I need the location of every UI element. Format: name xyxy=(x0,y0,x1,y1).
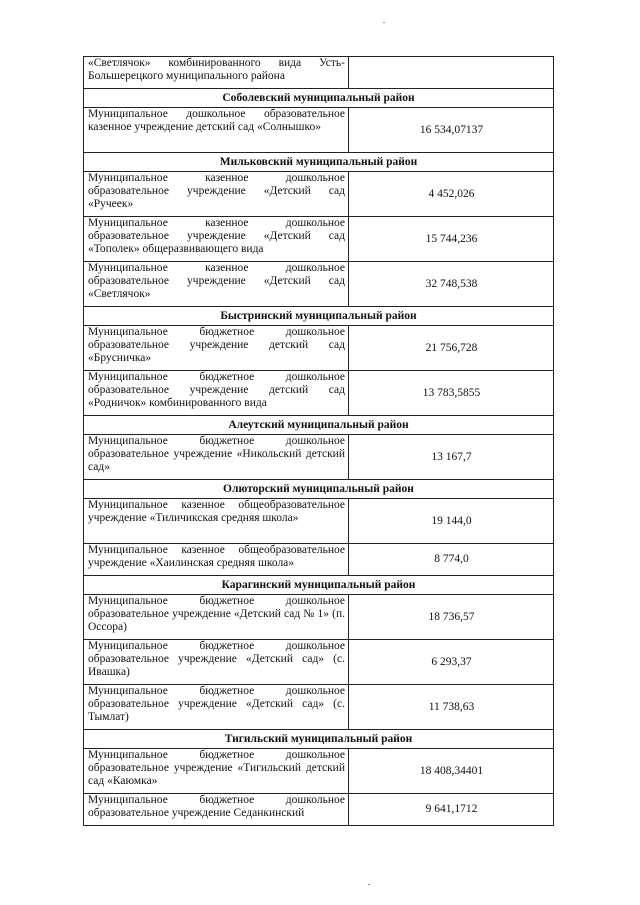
institution-name: Муниципальное казенное дошкольное образовательное учреждение «Детский сад «Тополек» общеразвивающего вида xyxy=(84,217,349,262)
district-header-row xyxy=(84,730,554,749)
amount-value: 18 736,57 xyxy=(349,595,554,640)
district-header-row xyxy=(84,153,554,172)
table-body xyxy=(84,57,554,826)
amount-value: 16 534,07137 xyxy=(349,108,554,153)
scan-speck xyxy=(383,22,385,23)
district-header-row xyxy=(84,416,554,435)
institution-name: «Светлячок» комбинированного вида Усть-Большерецкого муниципального района xyxy=(84,57,349,89)
table-row xyxy=(84,326,554,371)
table-row xyxy=(84,544,554,576)
district-name: Олюторский муниципальный район xyxy=(84,480,554,499)
table-row xyxy=(84,749,554,794)
amount-value: 15 744,236 xyxy=(349,217,554,262)
institution-name: Муниципальное бюджетное дошкольное образовательное учреждение детский сад «Родничок» комбинированного вида xyxy=(84,371,349,416)
district-name: Алеутский муниципальный район xyxy=(84,416,554,435)
amount-value: 13 167,7 xyxy=(349,435,554,480)
amount-value: 4 452,026 xyxy=(349,172,554,217)
amount-value: 13 783,5855 xyxy=(349,371,554,416)
district-header-row xyxy=(84,480,554,499)
institution-name: Муниципальное бюджетное дошкольное образовательное учреждение Седанкинский xyxy=(84,794,349,826)
institution-name: Муниципальное бюджетное дошкольное образовательное учреждение «Детский сад» (с. Ивашка) xyxy=(84,640,349,685)
district-header-row xyxy=(84,307,554,326)
amount-value: 11 738,63 xyxy=(349,685,554,730)
institution-name: Муниципальное бюджетное дошкольное образовательное учреждение детский сад «Брусничка» xyxy=(84,326,349,371)
table-row xyxy=(84,262,554,307)
amount-value: 18 408,34401 xyxy=(349,749,554,794)
district-name: Соболевский муниципальный район xyxy=(84,89,554,108)
table-row xyxy=(84,57,554,89)
scan-speck xyxy=(368,884,370,885)
table-row xyxy=(84,685,554,730)
table-row xyxy=(84,172,554,217)
district-name: Мильковский муниципальный район xyxy=(84,153,554,172)
amount-value: 21 756,728 xyxy=(349,326,554,371)
amount-value: 32 748,538 xyxy=(349,262,554,307)
institution-name: Муниципальное бюджетное дошкольное образовательное учреждение «Тигильский детский сад «Каюмка» xyxy=(84,749,349,794)
table-row xyxy=(84,595,554,640)
amount-value: 19 144,0 xyxy=(349,499,554,544)
table-row xyxy=(84,794,554,826)
institution-name: Муниципальное дошкольное образовательное казенное учреждение детский сад «Солнышко» xyxy=(84,108,349,153)
table-row xyxy=(84,640,554,685)
institution-name: Муниципальное бюджетное дошкольное образовательное учреждение «Никольский детский сад» xyxy=(84,435,349,480)
amount-value: 6 293,37 xyxy=(349,640,554,685)
institution-name: Муниципальное бюджетное дошкольное образовательное учреждение «Детский сад № 1» (п. Оссора) xyxy=(84,595,349,640)
institution-name: Муниципальное бюджетное дошкольное образовательное учреждение «Детский сад» (с. Тымлат) xyxy=(84,685,349,730)
table-row xyxy=(84,217,554,262)
district-name: Тигильский муниципальный район xyxy=(84,730,554,749)
table-row xyxy=(84,108,554,153)
institution-name: Муниципальное казенное общеобразовательное учреждение «Тиличикская средняя школа» xyxy=(84,499,349,544)
table-row xyxy=(84,371,554,416)
district-name: Быстринский муниципальный район xyxy=(84,307,554,326)
amount-value: 8 774,0 xyxy=(349,544,554,576)
allocation-table xyxy=(83,56,554,826)
district-name: Карагинский муниципальный район xyxy=(84,576,554,595)
table-row xyxy=(84,499,554,544)
amount-value xyxy=(349,57,554,89)
table-row xyxy=(84,435,554,480)
institution-name: Муниципальное казенное дошкольное образовательное учреждение «Детский сад «Ручеек» xyxy=(84,172,349,217)
district-header-row xyxy=(84,89,554,108)
amount-value: 9 641,1712 xyxy=(349,794,554,826)
institution-name: Муниципальное казенное дошкольное образовательное учреждение «Детский сад «Светлячок» xyxy=(84,262,349,307)
district-header-row xyxy=(84,576,554,595)
institution-name: Муниципальное казенное общеобразовательное учреждение «Хаилинская средняя школа» xyxy=(84,544,349,576)
